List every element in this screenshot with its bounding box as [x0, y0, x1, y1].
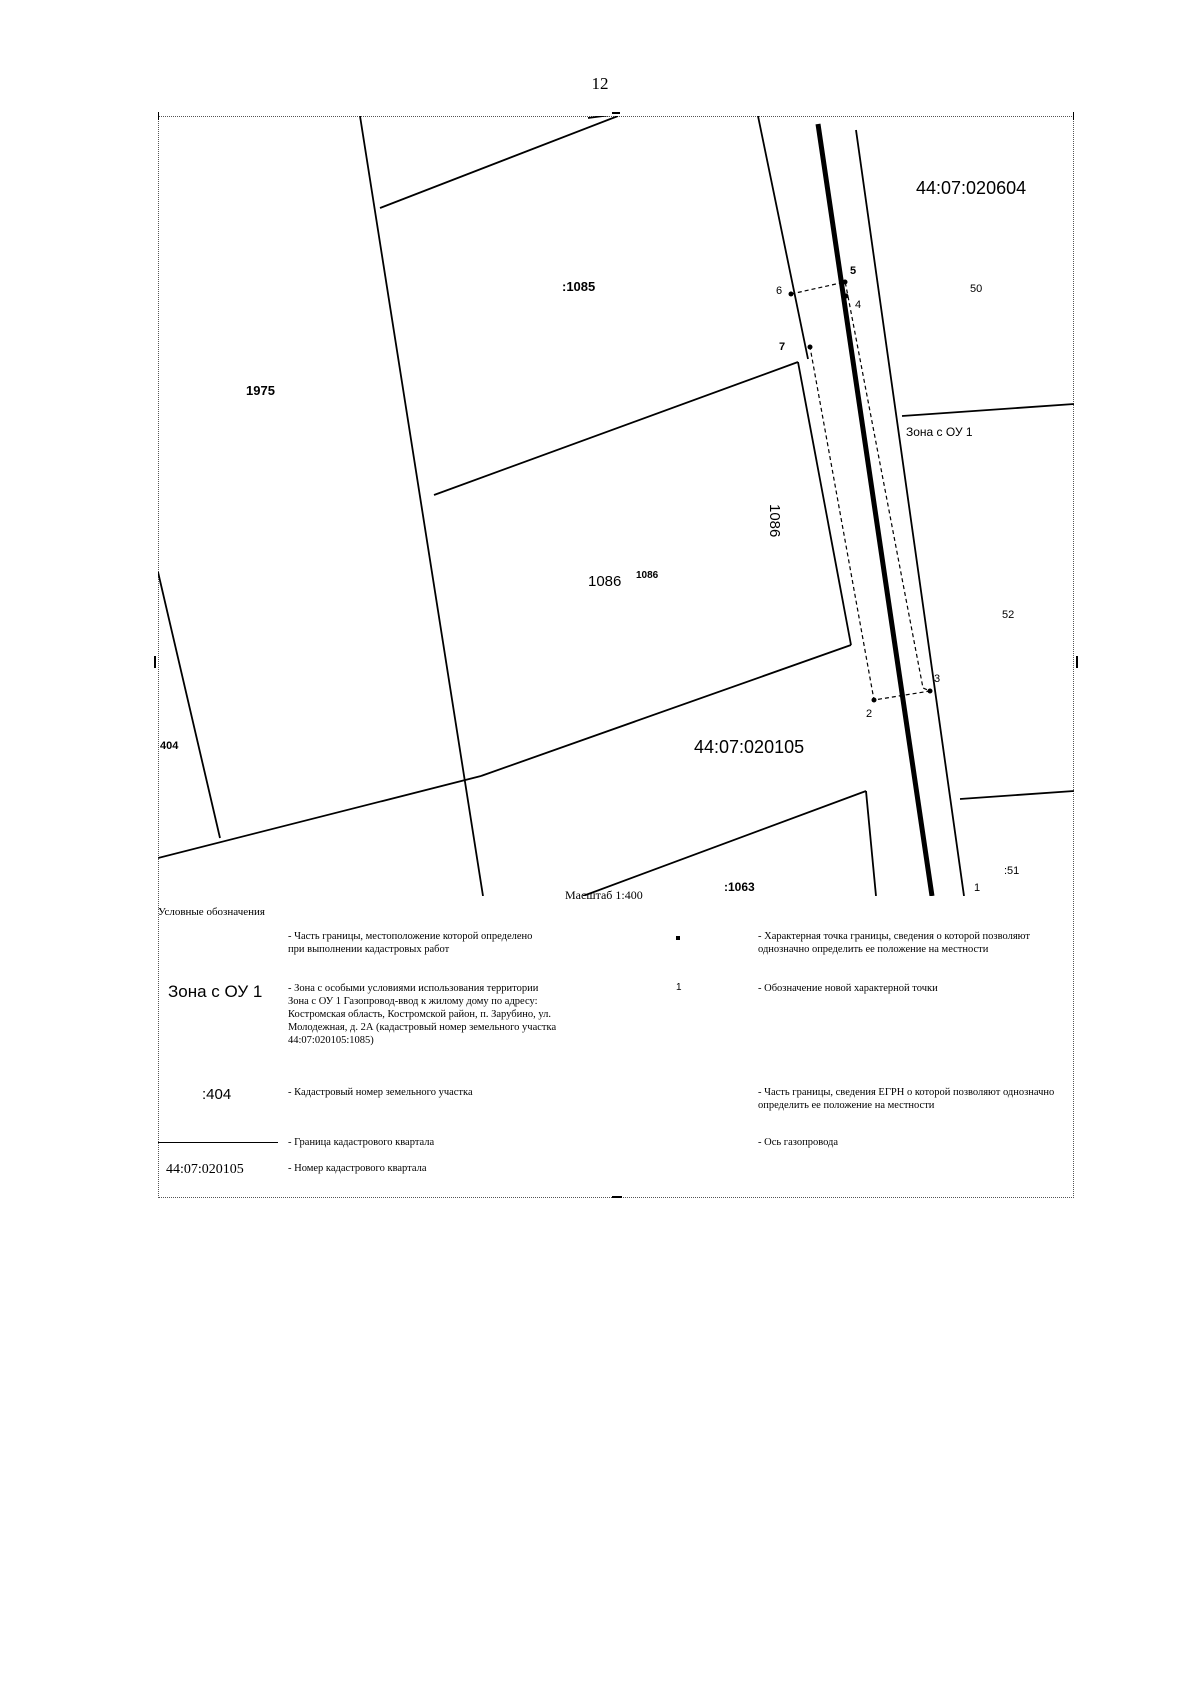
boundary-line	[902, 404, 1074, 416]
characteristic-point	[789, 292, 794, 297]
boundary-line	[758, 116, 808, 359]
zone-boundary	[791, 282, 930, 700]
characteristic-points	[789, 280, 933, 703]
parcel-label: :1085	[562, 279, 596, 294]
characteristic-point	[808, 345, 813, 350]
legend-item-text: - Обозначение новой характерной точки	[758, 983, 938, 994]
boundary-line	[856, 130, 964, 896]
legend-zone-symbol: Зона с ОУ 1	[168, 982, 263, 1001]
point-label: 3	[934, 673, 941, 685]
boundary-line	[158, 776, 481, 858]
point-label: 7	[779, 341, 786, 353]
point-label: 2	[866, 708, 873, 720]
parcel-label: 1086	[588, 573, 622, 590]
legend-parcel-symbol: :404	[202, 1086, 232, 1103]
legend-item-text: - Кадастровый номер земельного участка	[288, 1087, 473, 1098]
legend-quarter-number-symbol: 44:07:020105	[166, 1162, 244, 1177]
parcel-label: 404	[160, 740, 179, 752]
legend-item-text: - Граница кадастрового квартала	[288, 1137, 435, 1148]
characteristic-point	[843, 280, 848, 285]
parcel-label: 52	[1002, 609, 1015, 621]
parcel-boundaries	[158, 116, 1074, 896]
legend-point-symbol	[676, 936, 680, 940]
boundary-line	[588, 116, 678, 118]
legend-item-text: - Номер кадастрового квартала	[288, 1163, 427, 1174]
map-scale: Масштаб 1:400	[565, 888, 643, 902]
legend	[158, 906, 1074, 1198]
legend-item-text: - Ось газопровода	[758, 1137, 839, 1148]
boundary-line	[380, 116, 618, 208]
boundary-line	[434, 362, 798, 495]
legend-quarter-line-symbol	[158, 1142, 278, 1143]
characteristic-point	[928, 689, 933, 694]
legend-item-text: - Часть границы, местоположение которой определено при выполнении кадастровых работ	[288, 931, 533, 955]
parcel-label: 1975	[246, 383, 275, 398]
page-number: 12	[591, 74, 609, 93]
parcel-label: :51	[1004, 865, 1020, 877]
legend-item-text: - Зона с особыми условиями использования территории Зона с ОУ 1 Газопровод-ввод к жилому дому по адресу: Костромская область, Костромской район, п. Зарубино, ул. Молодежная, д. 2А (кадастровый номер земельного участка 44:07:020105:1085)	[288, 983, 557, 1046]
point-label: 6	[776, 285, 783, 297]
point-label: 1	[974, 882, 981, 894]
legend-new-point-symbol: 1	[676, 982, 682, 993]
boundary-line	[866, 791, 876, 896]
legend-title: Условные обозначения	[158, 906, 265, 918]
quarter-label: 44:07:020105	[694, 737, 805, 757]
cadastral-map	[158, 116, 1074, 896]
legend-item-text: - Часть границы, сведения ЕГРН о которой позволяют однозначно определить ее положение на местности	[758, 1087, 1055, 1111]
zone-outline	[791, 282, 930, 700]
frame-tick	[612, 112, 620, 114]
point-label: 5	[850, 265, 857, 277]
point-label: 4	[855, 299, 862, 311]
parcel-label: 1086	[766, 504, 783, 538]
gas-pipeline-axis	[818, 124, 932, 896]
parcel-label: :1063	[724, 880, 755, 894]
parcel-label: 1086	[636, 570, 659, 581]
quarter-label: 44:07:020604	[916, 178, 1027, 198]
boundary-line	[360, 116, 483, 896]
boundary-line	[158, 572, 220, 838]
parcel-label: 50	[970, 283, 983, 295]
zone-label: Зона с ОУ 1	[906, 425, 973, 439]
boundary-line	[798, 362, 851, 645]
characteristic-point	[844, 294, 849, 299]
legend-item-text: - Характерная точка границы, сведения о которой позволяют однозначно определить ее положение на местности	[758, 931, 1030, 955]
boundary-line	[960, 791, 1074, 799]
characteristic-point	[872, 698, 877, 703]
